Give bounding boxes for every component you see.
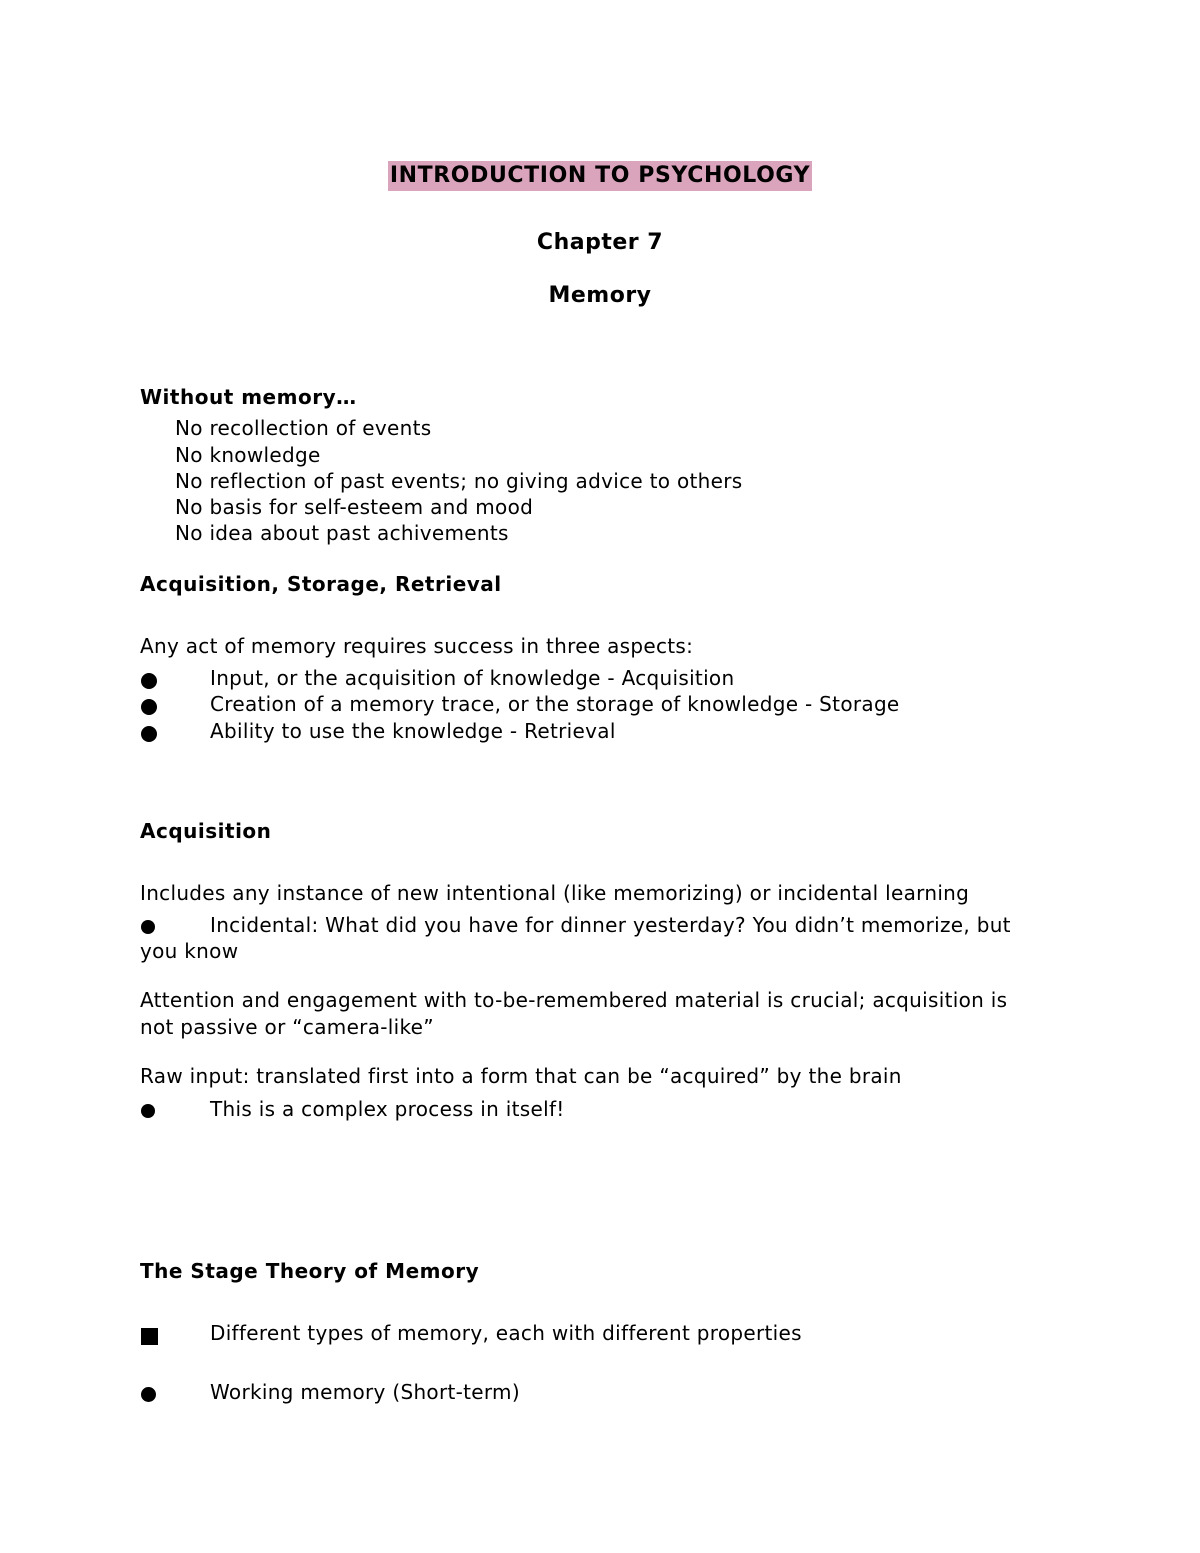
asr-heading: Acquisition, Storage, Retrieval [140, 572, 502, 596]
bullet-icon [141, 1104, 155, 1118]
paragraph: Attention and engagement with to-be-remembered material is crucial; acquisition is [140, 988, 1008, 1012]
bullet-icon [141, 920, 155, 934]
list-item-continuation: you know [140, 939, 239, 963]
asr-intro: Any act of memory requires success in three aspects: [140, 634, 694, 658]
bullet-icon [141, 1387, 156, 1402]
list-item: Different types of memory, each with different properties [210, 1321, 802, 1345]
acquisition-heading: Acquisition [140, 819, 272, 843]
list-item: No knowledge [175, 443, 321, 467]
list-item: No recollection of events [175, 416, 432, 440]
list-item: No basis for self-esteem and mood [175, 495, 534, 519]
list-item: No reflection of past events; no giving advice to others [175, 469, 743, 493]
list-item: Ability to use the knowledge - Retrieval [210, 719, 616, 743]
without-memory-heading: Without memory… [140, 385, 357, 409]
list-item: Working memory (Short-term) [210, 1380, 520, 1404]
square-bullet-icon [141, 1328, 158, 1345]
topic-heading: Memory [548, 283, 652, 308]
list-item: This is a complex process in itself! [210, 1097, 565, 1121]
bullet-icon [141, 726, 157, 742]
list-item: Creation of a memory trace, or the storage of knowledge - Storage [210, 692, 900, 716]
list-item: Input, or the acquisition of knowledge - Acquisition [210, 666, 735, 690]
bullet-icon [141, 699, 157, 715]
bullet-icon [141, 673, 157, 689]
stage-theory-heading: The Stage Theory of Memory [140, 1259, 480, 1283]
title-highlight: INTRODUCTION TO PSYCHOLOGY [388, 161, 812, 191]
paragraph: not passive or “camera-like” [140, 1015, 434, 1039]
paragraph: Raw input: translated first into a form that can be “acquired” by the brain [140, 1064, 902, 1088]
document-title [0, 163, 1200, 188]
list-item: No idea about past achivements [175, 521, 509, 545]
acquisition-intro: Includes any instance of new intentional (like memorizing) or incidental learning [140, 881, 970, 905]
chapter-heading: Chapter 7 [536, 230, 664, 255]
list-item: Incidental: What did you have for dinner yesterday? You didn’t memorize, but [210, 913, 1011, 937]
